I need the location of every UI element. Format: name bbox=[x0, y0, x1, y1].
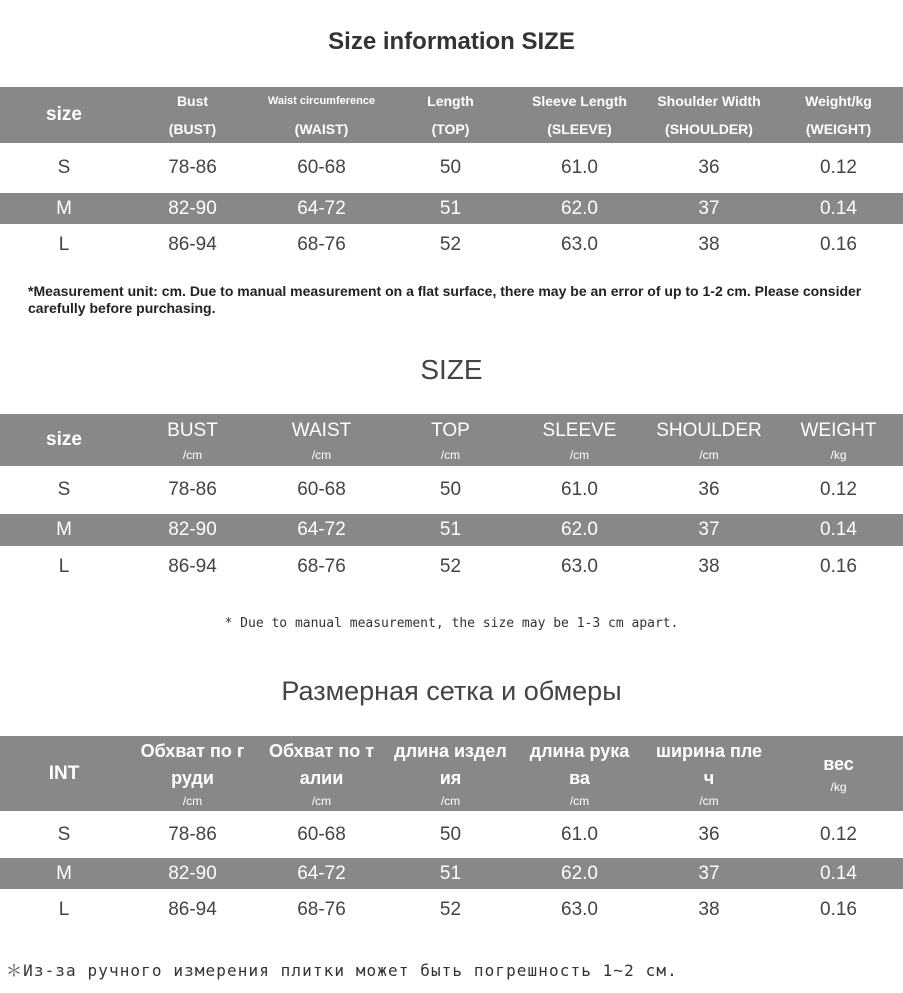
cell-weight: 0.12 bbox=[820, 157, 857, 178]
header-shoulder: Shoulder Width (SHOULDER) bbox=[657, 93, 761, 137]
header-bust: BUST /cm bbox=[167, 420, 218, 462]
cell-waist: 60-68 bbox=[297, 157, 346, 178]
cell-sleeve: 63.0 bbox=[561, 555, 598, 577]
table-row bbox=[0, 143, 903, 193]
table-row bbox=[0, 193, 903, 224]
cell-sleeve: 61.0 bbox=[561, 157, 598, 178]
size-table-3 bbox=[0, 736, 903, 930]
cell-top: 50 bbox=[439, 479, 462, 500]
table-header-row bbox=[0, 87, 903, 143]
cell-top: 51 bbox=[439, 519, 462, 540]
cell-bust: 82-90 bbox=[168, 197, 217, 219]
cell-size: L bbox=[58, 233, 70, 255]
cell-sleeve: 61.0 bbox=[561, 823, 598, 845]
cell-waist: 64-72 bbox=[297, 862, 346, 884]
cell-sleeve: 62.0 bbox=[561, 862, 598, 884]
section2-title: SIZE bbox=[420, 354, 483, 385]
table-header-row bbox=[0, 736, 903, 811]
header-sleeve: длина рука ва /cm bbox=[529, 740, 630, 808]
cell-shoulder: 38 bbox=[698, 898, 720, 920]
cell-shoulder: 37 bbox=[698, 197, 720, 219]
table-row bbox=[0, 811, 903, 858]
cell-size: M bbox=[56, 862, 72, 884]
cell-top: 52 bbox=[439, 555, 462, 577]
header-waist: Обхват по т алии /cm bbox=[268, 740, 375, 808]
cell-weight: 0.14 bbox=[820, 197, 857, 219]
cell-chest: 82-90 bbox=[168, 862, 217, 884]
cell-length: 51 bbox=[439, 197, 462, 219]
cell-weight: 0.16 bbox=[820, 898, 857, 920]
header-top: TOP /cm bbox=[431, 420, 470, 462]
cell-sleeve: 63.0 bbox=[561, 898, 598, 920]
cell-waist: 60-68 bbox=[297, 823, 346, 845]
cell-length: 50 bbox=[439, 157, 462, 178]
cell-weight: 0.16 bbox=[820, 233, 857, 255]
cell-weight: 0.12 bbox=[820, 823, 857, 845]
cell-bust: 82-90 bbox=[168, 519, 217, 540]
header-shoulder: ширина пле ч /cm bbox=[655, 740, 763, 808]
cell-weight: 0.12 bbox=[820, 479, 857, 500]
cell-weight: 0.16 bbox=[820, 555, 857, 577]
table-row bbox=[0, 858, 903, 889]
cell-length: 50 bbox=[439, 823, 462, 845]
cell-waist: 68-76 bbox=[297, 898, 346, 920]
header-bust: Bust (BUST) bbox=[168, 93, 217, 137]
cell-shoulder: 37 bbox=[698, 862, 720, 884]
cell-shoulder: 36 bbox=[698, 823, 720, 845]
header-waist: WAIST /cm bbox=[291, 420, 352, 462]
header-length: длина издел ия /cm bbox=[394, 740, 507, 808]
section3-title: Размерная сетка и обмеры bbox=[281, 676, 622, 706]
cell-shoulder: 36 bbox=[698, 479, 720, 500]
header-int: INT bbox=[48, 762, 80, 784]
table-row bbox=[0, 546, 903, 587]
cell-shoulder: 38 bbox=[698, 233, 720, 255]
section1-title: Size information SIZE bbox=[328, 28, 575, 55]
cell-waist: 64-72 bbox=[297, 519, 346, 540]
cell-waist: 68-76 bbox=[297, 555, 346, 577]
header-weight: WEIGHT /kg bbox=[800, 420, 877, 462]
cell-length: 52 bbox=[439, 898, 462, 920]
cell-waist: 68-76 bbox=[297, 233, 346, 255]
cell-weight: 0.14 bbox=[820, 519, 857, 540]
cell-length: 52 bbox=[439, 233, 462, 255]
header-size: size bbox=[46, 429, 82, 450]
header-sleeve: SLEEVE /cm bbox=[542, 420, 617, 462]
cell-bust: 78-86 bbox=[168, 157, 217, 178]
measurement-note: *Measurement unit: cm. Due to manual measurement on a flat surface, there may be an error of up to 1-2 cm. Please consider carefully before purchasing. bbox=[28, 283, 862, 316]
header-shoulder: SHOULDER /cm bbox=[656, 420, 762, 462]
table-row bbox=[0, 466, 903, 514]
cell-size: M bbox=[56, 197, 72, 219]
cell-size: L bbox=[58, 555, 70, 577]
cell-sleeve: 62.0 bbox=[561, 197, 598, 219]
header-weight: вес /kg bbox=[823, 754, 854, 794]
table-row bbox=[0, 889, 903, 930]
cell-shoulder: 38 bbox=[698, 555, 720, 577]
size-table-2 bbox=[0, 414, 903, 587]
cell-bust: 78-86 bbox=[168, 479, 217, 500]
cell-size: M bbox=[56, 519, 72, 540]
measurement-note: ＊Из-за ручного измерения плитки может быть погрешность 1~2 см. bbox=[6, 961, 678, 980]
cell-size: L bbox=[58, 898, 70, 920]
measurement-note: * Due to manual measurement, the size may be 1-3 cm apart. bbox=[224, 616, 679, 631]
cell-size: S bbox=[57, 157, 71, 178]
table-row bbox=[0, 514, 903, 546]
cell-sleeve: 62.0 bbox=[561, 519, 598, 540]
header-sleeve: Sleeve Length (SLEEVE) bbox=[532, 93, 627, 137]
cell-waist: 64-72 bbox=[297, 197, 346, 219]
cell-waist: 60-68 bbox=[297, 479, 346, 500]
cell-shoulder: 36 bbox=[698, 157, 720, 178]
cell-chest: 86-94 bbox=[168, 898, 217, 920]
cell-weight: 0.14 bbox=[820, 862, 857, 884]
cell-sleeve: 61.0 bbox=[561, 479, 598, 500]
cell-chest: 78-86 bbox=[168, 823, 217, 845]
cell-size: S bbox=[57, 823, 71, 845]
cell-bust: 86-94 bbox=[168, 555, 217, 577]
header-size: size bbox=[46, 104, 82, 125]
table-header-row bbox=[0, 414, 903, 466]
cell-length: 51 bbox=[439, 862, 462, 884]
size-table-1 bbox=[0, 87, 903, 265]
cell-size: S bbox=[57, 479, 71, 500]
cell-sleeve: 63.0 bbox=[561, 233, 598, 255]
cell-shoulder: 37 bbox=[698, 519, 720, 540]
header-weight: Weight/kg (WEIGHT) bbox=[805, 93, 872, 137]
header-length: Length (TOP) bbox=[427, 93, 474, 137]
header-chest: Обхват по г руди /cm bbox=[140, 740, 245, 808]
table-row bbox=[0, 224, 903, 265]
cell-bust: 86-94 bbox=[168, 233, 217, 255]
header-waist: Waist circumference (WAIST) bbox=[267, 95, 376, 137]
